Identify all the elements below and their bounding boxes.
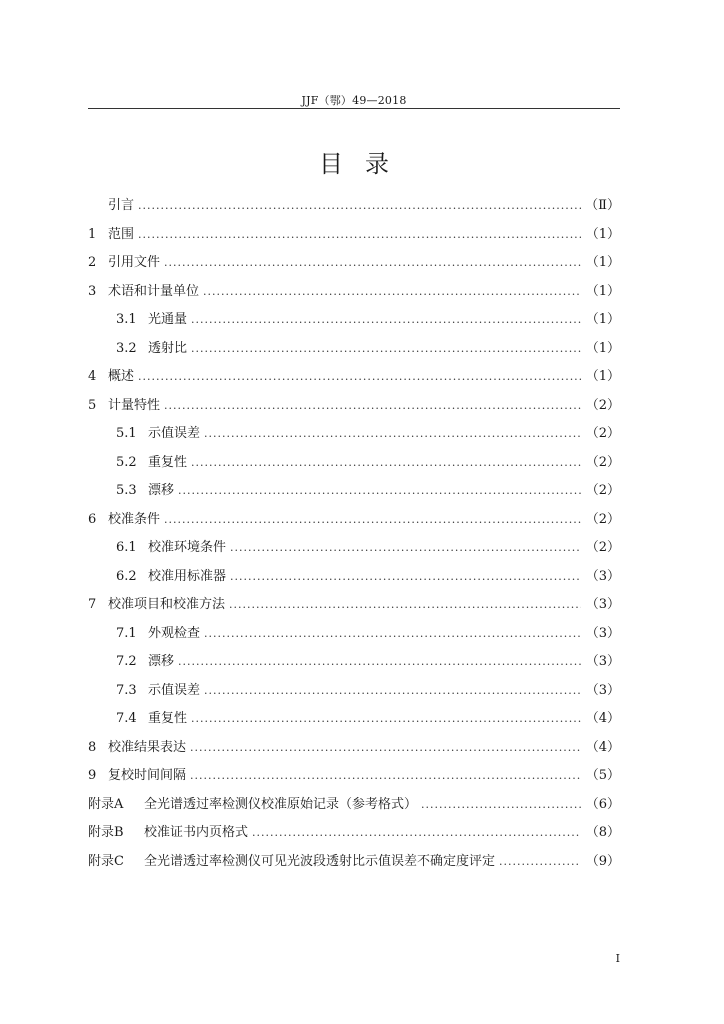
table-of-contents <box>88 196 620 880</box>
toc-entry-number: 6 <box>88 511 97 527</box>
toc-entry[interactable] <box>88 225 620 254</box>
toc-entry-label: 计量特性 <box>108 397 161 413</box>
toc-entry-label: 漂移 <box>148 483 175 498</box>
toc-entry-number: 5 <box>88 397 97 413</box>
toc-entry-number: 7 <box>88 597 97 612</box>
toc-entry-page: （3） <box>585 597 620 612</box>
toc-entry[interactable] <box>88 282 620 311</box>
toc-entry-number: 5.1 <box>116 426 137 441</box>
toc-entry-label: 光通量 <box>148 312 188 327</box>
toc-entry-page: （9） <box>585 853 620 869</box>
toc-entry-label: 引言 <box>108 198 135 213</box>
toc-entry-page: （6） <box>585 796 620 812</box>
toc-entry-label: 全光谱透过率检测仪可见光波段透射比示值误差不确定度评定 <box>144 853 496 869</box>
toc-entry-number: 2 <box>88 255 97 270</box>
toc-entry[interactable] <box>88 766 620 795</box>
toc-entry-number: 7.3 <box>116 682 137 698</box>
dot-leader <box>164 253 581 273</box>
toc-entry-page: （3） <box>585 682 620 698</box>
toc-entry-page: （1） <box>585 369 620 384</box>
toc-entry-label: 漂移 <box>148 654 175 669</box>
dot-leader <box>138 196 581 216</box>
toc-entry[interactable] <box>88 681 620 710</box>
toc-entry[interactable] <box>88 709 620 738</box>
toc-entry-label: 引用文件 <box>108 255 161 270</box>
page-number: I <box>615 952 620 965</box>
toc-entry-label: 校准项目和校准方法 <box>108 597 226 612</box>
toc-entry-page: （1） <box>585 283 620 299</box>
toc-entry-page: （Ⅱ） <box>585 198 620 213</box>
toc-entry-label: 复校时间间隔 <box>108 768 187 783</box>
toc-entry-number: 1 <box>88 226 97 242</box>
toc-entry[interactable] <box>88 424 620 453</box>
dot-leader <box>178 481 581 501</box>
toc-entry-page: （4） <box>585 739 620 755</box>
dot-leader <box>252 823 581 843</box>
dot-leader <box>191 453 581 473</box>
toc-entry[interactable] <box>88 453 620 482</box>
toc-entry-number: 6.2 <box>116 568 137 584</box>
toc-entry[interactable] <box>88 510 620 539</box>
toc-entry-page: （1） <box>585 226 620 242</box>
toc-entry[interactable] <box>88 567 620 596</box>
toc-entry-label: 重复性 <box>148 711 188 726</box>
toc-entry-page: （2） <box>585 397 620 413</box>
toc-entry-page: （2） <box>585 540 620 555</box>
toc-entry-page: （1） <box>585 340 620 356</box>
dot-leader <box>229 595 581 615</box>
dot-leader <box>190 766 581 786</box>
toc-entry-page: （8） <box>585 825 620 840</box>
dot-leader <box>191 310 581 330</box>
toc-entry-page: （4） <box>585 711 620 726</box>
dot-leader <box>421 795 581 815</box>
toc-entry-number: 9 <box>88 768 97 783</box>
toc-entry-label: 校准证书内页格式 <box>144 825 249 840</box>
toc-entry[interactable] <box>88 253 620 282</box>
toc-entry[interactable] <box>88 624 620 653</box>
toc-entry-number: 4 <box>88 369 97 384</box>
toc-entry[interactable] <box>88 738 620 767</box>
dot-leader <box>230 538 581 558</box>
toc-entry[interactable] <box>88 196 620 225</box>
dot-leader <box>204 424 581 444</box>
toc-entry-page: （1） <box>585 312 620 327</box>
toc-entry-page: （3） <box>585 654 620 669</box>
toc-entry-label: 外观检查 <box>148 625 201 641</box>
dot-leader <box>230 567 581 587</box>
toc-entry-label: 全光谱透过率检测仪校准原始记录（参考格式） <box>144 796 418 812</box>
toc-entry-label: 校准环境条件 <box>148 540 227 555</box>
toc-entry-label: 术语和计量单位 <box>108 283 200 299</box>
dot-leader <box>204 624 581 644</box>
toc-entry-page: （2） <box>585 511 620 527</box>
toc-entry-label: 校准条件 <box>108 511 161 527</box>
toc-entry-number: 5.2 <box>116 454 137 470</box>
toc-entry-number: 附录C <box>88 853 124 869</box>
toc-entry[interactable] <box>88 652 620 681</box>
toc-entry-page: （3） <box>585 568 620 584</box>
toc-entry-label: 示值误差 <box>148 682 201 698</box>
toc-entry[interactable] <box>88 310 620 339</box>
toc-entry-label: 概述 <box>108 369 135 384</box>
toc-entry-label: 校准用标准器 <box>148 568 227 584</box>
toc-entry[interactable] <box>88 367 620 396</box>
toc-entry[interactable] <box>88 795 620 824</box>
dot-leader <box>178 652 581 672</box>
toc-entry[interactable] <box>88 538 620 567</box>
toc-entry-number: 7.4 <box>116 711 137 726</box>
toc-entry-number: 5.3 <box>116 483 137 498</box>
toc-entry[interactable] <box>88 481 620 510</box>
dot-leader <box>203 282 581 302</box>
dot-leader <box>164 510 581 530</box>
toc-entry-label: 示值误差 <box>148 426 201 441</box>
toc-entry[interactable] <box>88 852 620 881</box>
toc-entry-number: 6.1 <box>116 540 137 555</box>
toc-entry-label: 重复性 <box>148 454 188 470</box>
document-code-header: JJF（鄂）49—2018 <box>301 94 407 107</box>
toc-entry-page: （2） <box>585 426 620 441</box>
toc-entry-page: （2） <box>585 454 620 470</box>
dot-leader <box>190 738 581 758</box>
toc-entry[interactable] <box>88 396 620 425</box>
page-title: 目录 <box>319 150 411 178</box>
toc-entry-number: 7.2 <box>116 654 137 669</box>
toc-entry-number: 附录A <box>88 796 124 812</box>
toc-entry-page: （2） <box>585 483 620 498</box>
dot-leader <box>191 339 581 359</box>
toc-entry-page: （1） <box>585 255 620 270</box>
toc-entry[interactable] <box>88 823 620 852</box>
dot-leader <box>499 852 581 872</box>
toc-entry-page: （3） <box>585 625 620 641</box>
dot-leader <box>204 681 581 701</box>
toc-entry-number: 3.2 <box>116 340 137 356</box>
toc-entry-label: 校准结果表达 <box>108 739 187 755</box>
toc-entry[interactable] <box>88 595 620 624</box>
dot-leader <box>164 396 581 416</box>
toc-entry-number: 8 <box>88 739 97 755</box>
toc-entry[interactable] <box>88 339 620 368</box>
toc-entry-label: 透射比 <box>148 340 188 356</box>
toc-entry-number: 3 <box>88 283 97 299</box>
toc-entry-page: （5） <box>585 768 620 783</box>
dot-leader <box>138 367 581 387</box>
toc-entry-number: 3.1 <box>116 312 137 327</box>
toc-entry-number: 7.1 <box>116 625 137 641</box>
dot-leader <box>191 709 581 729</box>
header-rule <box>88 108 620 109</box>
toc-entry-number: 附录B <box>88 825 124 840</box>
dot-leader <box>138 225 581 245</box>
toc-entry-label: 范围 <box>108 226 135 242</box>
